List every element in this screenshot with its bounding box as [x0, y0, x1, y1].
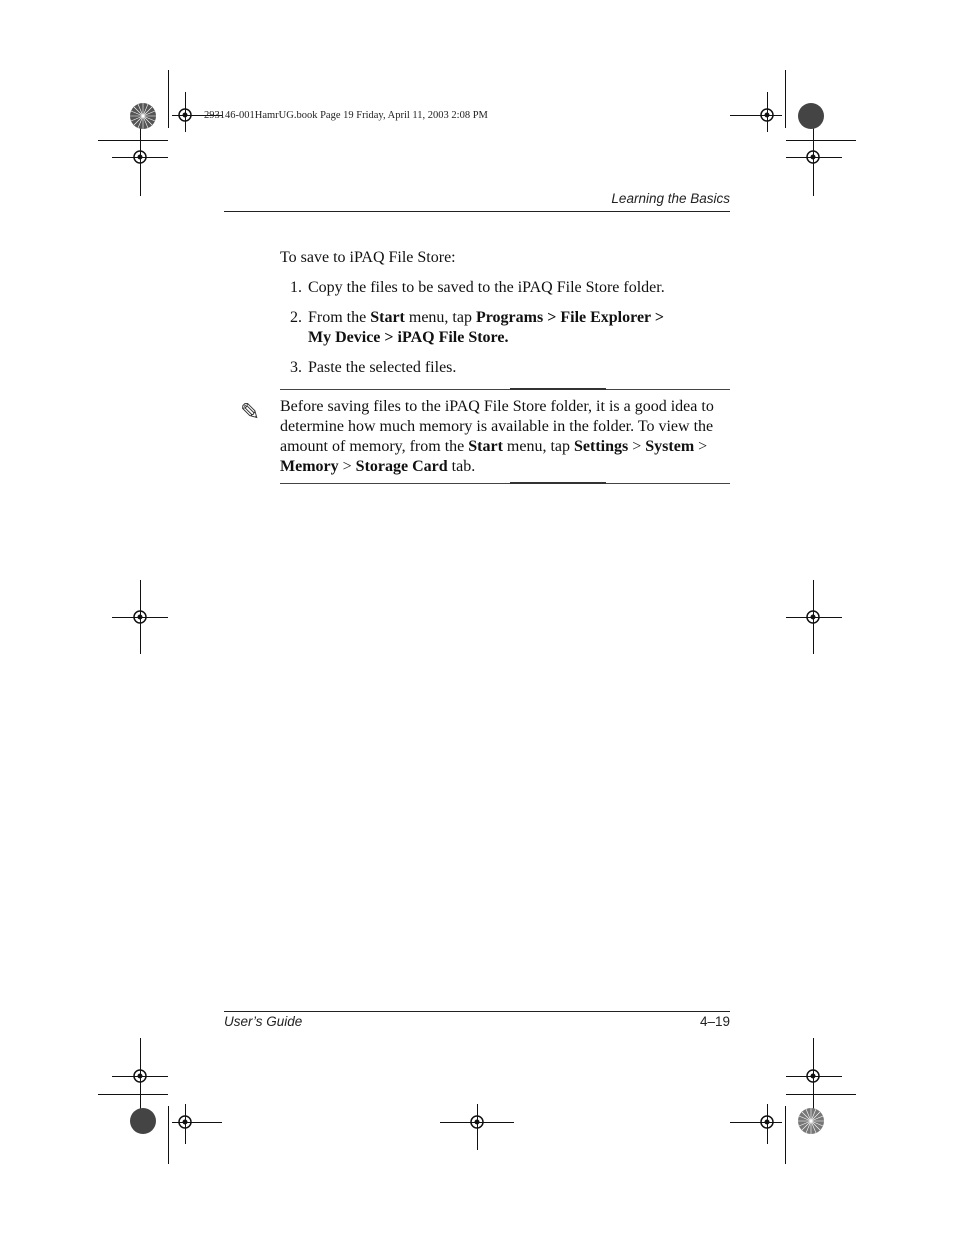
crosshair-mark	[466, 1111, 488, 1133]
starburst-mark-bottom-right	[797, 1107, 825, 1135]
bold-term: Settings	[574, 438, 629, 455]
bold-term: Start	[370, 309, 405, 326]
bold-term: File Explorer	[560, 309, 651, 326]
text-run: tab.	[447, 458, 476, 475]
step-number: 3.	[290, 359, 302, 376]
step-item	[290, 308, 664, 348]
note-paragraph	[280, 397, 732, 477]
step-item	[290, 278, 665, 298]
crosshair-mark	[756, 104, 778, 126]
running-header: Learning the Basics	[611, 191, 730, 206]
bold-term: Memory	[280, 458, 339, 475]
bold-term: >	[380, 329, 398, 346]
step-text	[308, 309, 664, 326]
crosshair-mark	[802, 1065, 824, 1087]
bold-term: Storage Card	[355, 458, 448, 475]
text-run: Copy the files to be saved to the iPAQ File Store folder.	[308, 279, 665, 296]
footer-rule	[224, 1011, 730, 1012]
bold-term: System	[645, 438, 695, 455]
bold-term: My Device	[308, 329, 381, 346]
crosshair-mark	[174, 104, 196, 126]
starburst-mark-top-left	[129, 102, 157, 130]
step-text	[308, 359, 456, 376]
slug-line: 293146-001HamrUG.book Page 19 Friday, April 11, 2003 2:08 PM	[204, 110, 488, 121]
step-text-continued	[290, 328, 664, 348]
step-number: 1.	[290, 279, 302, 296]
text-run: Before saving files to the iPAQ File Store folder, it is a good idea to determine how much memory is available in the folder. To view the amount of memory, from the	[280, 398, 714, 455]
crosshair-mark	[802, 606, 824, 628]
note-top-rule	[280, 389, 730, 390]
header-rule	[224, 211, 730, 212]
step-number: 2.	[290, 309, 302, 326]
intro-paragraph: To save to iPAQ File Store:	[280, 249, 456, 266]
footer-title: User’s Guide	[224, 1014, 303, 1029]
bold-term: Programs	[475, 309, 544, 326]
text-run: From the	[308, 309, 371, 326]
crosshair-mark	[756, 1111, 778, 1133]
text-run: menu, tap	[404, 309, 476, 326]
text-run: >	[628, 438, 646, 455]
bold-term: >	[543, 309, 561, 326]
bold-term: Start	[468, 438, 503, 455]
crosshair-mark	[129, 1065, 151, 1087]
text-run: menu, tap	[502, 438, 574, 455]
crosshair-mark	[129, 146, 151, 168]
bold-term: >	[650, 309, 664, 326]
text-run: Paste the selected files.	[308, 359, 457, 376]
text-run: >	[694, 438, 708, 455]
crosshair-mark	[174, 1111, 196, 1133]
bold-term: iPAQ File Store.	[397, 329, 509, 346]
starburst-mark-bottom-left	[129, 1107, 157, 1135]
pencil-note-icon: ✎	[240, 398, 261, 426]
note-bottom-rule	[280, 483, 730, 484]
step-item	[290, 358, 456, 378]
starburst-mark-top-right	[797, 102, 825, 130]
crosshair-mark	[802, 146, 824, 168]
step-text	[308, 279, 665, 296]
crosshair-mark	[129, 606, 151, 628]
page-number: 4–19	[699, 1014, 730, 1029]
text-run: >	[338, 458, 356, 475]
